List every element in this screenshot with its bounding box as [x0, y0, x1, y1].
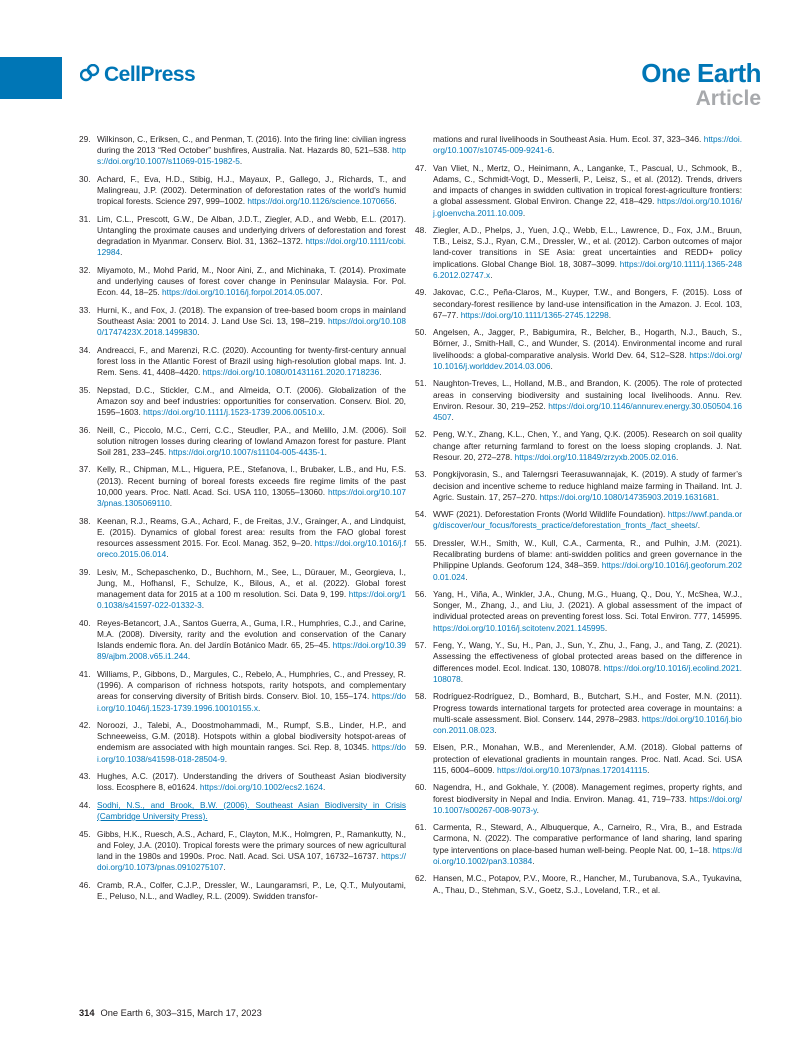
doi-link[interactable]: https://doi.org/10.11849/zrzyxb.2005.02.016 — [514, 451, 676, 462]
reference-item — [79, 464, 406, 509]
doi-link[interactable]: https://doi.org/10.1007/s00267-008-9073-y — [433, 793, 742, 815]
journal-name: One Earth — [641, 58, 761, 88]
reference-number: 40. — [79, 617, 91, 628]
doi-link[interactable]: https://doi.org/10.1111/1365-2745.12298 — [460, 309, 609, 320]
reference-text: Wilkinson, C., Eriksen, C., and Penman, T. (2016). Into the firing line: civilian ingress during the 2013 “Red October” bushfires, Australia. Nat. Hazards 80, 521–538. — [97, 134, 406, 156]
reference-end-punct: . — [604, 622, 608, 633]
reference-item — [79, 265, 406, 299]
reference-item — [415, 538, 742, 583]
reference-end-punct: . — [197, 327, 200, 338]
reference-number: 50. — [415, 327, 427, 338]
reference-end-punct: . — [223, 862, 226, 873]
reference-text: Dressler, W.H., Smith, W., Kull, C.A., Carmenta, R., and Pulhin, J.M. (2021). Recalibrating burdens of blame: anti-swidden politics and green governance in the Philippine Uplands. Geoforum 124, 348–359. — [433, 537, 742, 571]
reference-number: 45. — [79, 828, 91, 839]
reference-text: Andreacci, F., and Marenzi, R.C. (2020). Accounting for twenty-first-century annual forest loss in the Atlantic Forest of Brazil using high-resolution global maps. Int. J. Rem. Sens. 41, 4408–4420. — [97, 344, 406, 378]
doi-link[interactable]: https://doi.org/10.1111/j.1523-1739.2006.00510.x — [143, 407, 323, 418]
reference-end-punct: . — [187, 651, 191, 662]
reference-text: Miyamoto, M., Mohd Parid, M., Noor Aini, Z., and Michinaka, T. (2014). Proximate and underlying causes of forest cover change in Peninsular Malaysia. For. Pol. Econ. 44, 18–25. — [97, 264, 406, 298]
reference-number: 62. — [415, 873, 427, 884]
reference-number: 56. — [415, 589, 427, 600]
reference-end-punct: . — [239, 156, 243, 167]
reference-text: Keenan, R.J., Reams, G.A., Achard, F., de Freitas, J.V., Grainger, A., and Lindquist, E. (2015). Dynamics of global forest area: results from the FAO global forest resources assessment 2015. For. Ecol. Manag. 352, 9–20. — [97, 515, 406, 548]
cellpress-icon — [80, 64, 100, 87]
doi-link[interactable]: https://doi.org/10.1080/1747423X.2018.1499830 — [97, 316, 406, 338]
doi-link[interactable]: https://doi.org/10.1007/s11104-005-4435-1 — [168, 446, 325, 457]
doi-link[interactable]: https://doi.org/10.1016/j.foreco.2015.06.014 — [97, 537, 406, 560]
doi-link[interactable]: https://doi.org/10.1038/s41597-022-01332-3 — [97, 589, 406, 611]
reference-end-punct: . — [647, 764, 650, 775]
doi-link[interactable]: https://doi.org/10.1111/j.1365-2486.2012.02747.x — [433, 258, 742, 280]
reference-number: 49. — [415, 287, 427, 298]
reference-number: 34. — [79, 344, 91, 355]
doi-link[interactable]: https://doi.org/10.1038/s41598-018-28504-9 — [97, 742, 406, 764]
article-type: Article — [695, 87, 761, 110]
reference-item — [415, 327, 742, 372]
reference-text: Cramb, R.A., Colfer, C.J.P., Dressler, W., Laungaramsri, P., Le, Q.T., Mulyoutami, E., Peluso, N.L., and Wadley, R.L. (2009). Swidden transfor- — [97, 879, 406, 901]
reference-item — [415, 691, 742, 736]
reference-text: Hughes, A.C. (2017). Understanding the drivers of Southeast Asian biodiversity loss. Ecosphere 8, e01624. — [97, 771, 406, 793]
reference-end-punct: . — [120, 247, 123, 258]
reference-text: Naughton-Treves, L., Holland, M.B., and Brandon, K. (2005). The role of protected areas in conserving biodiversity and sustaining local livelihoods. Annu. Rev. Environ. Resour. 30, 219–252. — [433, 378, 742, 411]
reference-text: Carmenta, R., Steward, A., Albuquerque, A., Carneiro, R., Vira, B., and Estrada Carmona, N. (2022). The comparative performance of land sharing, land sparing type interventions on place-based human well-being. People Nat. 00, 1–18. — [433, 822, 742, 855]
reference-end-punct: . — [320, 287, 323, 298]
reference-text: Lesiv, M., Schepaschenko, D., Buchhorn, M., See, L., Dürauer, M., Georgieva, I., Jung, M., Hofhansl, F., Schulze, K., Bilous, A., et al. (2022). Global forest management data for 2015 at a 100 m resolution. Sci. Data 9, 199. — [97, 566, 406, 600]
doi-link[interactable]: https://doi.org/10.1016/j.gloenvcha.2011.10.009 — [433, 196, 742, 218]
doi-link[interactable]: https://doi.org/10.1002/ecs2.1624 — [199, 782, 324, 793]
reference-number: 58. — [415, 691, 427, 702]
reference-number: 37. — [79, 464, 91, 475]
reference-end-punct: . — [494, 724, 497, 735]
reference-number: 60. — [415, 782, 427, 793]
publisher-logo[interactable] — [80, 63, 195, 87]
reference-item — [415, 163, 742, 219]
doi-link[interactable]: https://doi.org/10.1016/j.ecolind.2021.108078 — [433, 662, 742, 684]
reference-text: mations and rural livelihoods in Southeast Asia. Hum. Ecol. 37, 323–346. — [433, 134, 704, 144]
reference-end-punct: . — [490, 269, 493, 280]
reference-number: 31. — [79, 213, 91, 224]
doi-link[interactable]: https://doi.org/10.1046/j.1523-1739.1996.10010155.x — [97, 691, 406, 713]
reference-text: Lim, C.L., Prescott, G.W., De Alban, J.D.T., Ziegler, A.D., and Webb, E.L. (2017). Untangling the proximate causes and underlying drivers of deforestation and forest degradation in Myanmar. Conserv. Biol. 31, 1362–1372. — [97, 213, 406, 247]
reference-text: Elsen, P.R., Monahan, W.B., and Merenlender, A.M. (2018). Global patterns of protection of elevational gradients in mountain ranges. Proc. Natl. Acad. Sci. USA 115, 6004–6009. — [433, 742, 742, 775]
doi-link[interactable]: https://doi.org/10.1016/j.biocon.2011.08.023 — [433, 713, 742, 735]
reference-item — [415, 509, 742, 531]
reference-end-punct: . — [536, 804, 539, 815]
publisher-name: CellPress — [104, 63, 196, 86]
doi-link[interactable]: https://doi.org/10.1016/j.scitotenv.2021.145995 — [433, 622, 605, 633]
doi-link[interactable]: https://doi.org/10.1073/pnas.1305069110 — [97, 486, 406, 509]
reference-item — [415, 469, 742, 503]
reference-text: Jakovac, C.C., Peña-Claros, M., Kuyper, T.W., and Bongers, F. (2015). Loss of secondary-forest resilience by land-use intensification in the Amazon. J. Ecol. 103, 67–77. — [433, 287, 742, 320]
doi-link[interactable]: https://doi.org/10.1073/pnas.0910275107 — [97, 850, 406, 873]
reference-end-punct: . — [532, 855, 535, 866]
reference-number: 57. — [415, 640, 427, 651]
doi-link[interactable]: https://doi.org/10.1007/s11069-015-1982-5 — [97, 145, 406, 167]
reference-end-punct: . — [522, 207, 526, 218]
reference-number: 30. — [79, 173, 91, 184]
reference-end-punct: . — [465, 571, 468, 582]
doi-link[interactable]: https://doi.org/10.1073/pnas.1720141115 — [496, 764, 648, 775]
reference-end-punct: . — [201, 600, 205, 611]
reference-item — [79, 174, 406, 208]
reference-item — [79, 618, 406, 663]
reference-number: 38. — [79, 515, 91, 526]
reference-number: 43. — [79, 771, 91, 782]
journal-header — [641, 60, 761, 109]
reference-item — [79, 134, 406, 168]
reference-text: Nepstad, D.C., Stickler, C.M., and Almeida, O.T. (2006). Globalization of the Amazon soy and beef industries: opportunities for conservation. Conserv. Biol. 20, 1595–1603. — [97, 384, 406, 418]
reference-text: Nagendra, H., and Gokhale, Y. (2008). Management regimes, property rights, and forest biodiversity in Nepal and India. Environ. Manag. 41, 719–733. — [433, 782, 742, 804]
reference-item — [415, 134, 742, 156]
reference-number: 42. — [79, 720, 91, 730]
doi-link[interactable]: https://doi.org/10.1016/j.forpol.2014.05.007 — [162, 287, 321, 298]
references-left-column — [79, 134, 406, 908]
reference-text: Pongkijvorasin, S., and Talerngsri Teerasuwannajak, K. (2019). A study of farmer’s decision and incentive scheme to reduce highland maize farming in Thailand. Int. J. Agric. Sustain. 17, 257–270. — [433, 469, 742, 502]
reference-item — [415, 378, 742, 423]
doi-link[interactable]: https://doi.org/10.1016/j.worlddev.2014.03.006 — [433, 349, 742, 371]
reference-end-punct: . — [379, 367, 382, 378]
reference-number: 47. — [415, 162, 427, 173]
reference-item — [415, 822, 742, 867]
reference-text: WWF (2021). Deforestation Fronts (World Wildlife Foundation). — [433, 509, 668, 520]
reference-item — [415, 589, 742, 634]
reference-text: Kelly, R., Chipman, M.L., Higuera, P.E., Stefanova, I., Brubaker, L.B., and Hu, F.S. (2013). Recent burning of boreal forests exceeds fire regime limits of the past 10,000 years. Proc. Natl. Acad. Sci. USA 110, 13055–13060. — [97, 464, 406, 497]
reference-end-punct: . — [224, 753, 228, 764]
reference-number: 52. — [415, 429, 427, 440]
reference-number: 51. — [415, 378, 427, 389]
reference-end-punct: . — [394, 196, 397, 207]
reference-end-punct: . — [675, 451, 679, 462]
reference-end-punct: . — [324, 446, 327, 457]
reference-text: Peng, W.Y., Zhang, K.L., Chen, Y., and Yang, Q.K. (2005). Research on soil quality change after returning farmland to forest on the loess sloping croplands. J. Nat. Resour. 20, 272–278. — [433, 429, 742, 462]
reference-number: 33. — [79, 304, 91, 315]
reference-end-punct: . — [166, 549, 169, 560]
reference-text: Feng, Y., Wang, Y., Su, H., Pan, J., Sun, Y., Zhu, J., Fang, J., and Tang, Z. (2021). Assessing the effectiveness of global protected areas based on the difference in differences model. Ecol. Indicat. 130, 108078. — [433, 640, 742, 673]
page-number: 314 — [79, 1008, 95, 1018]
reference-number: 29. — [79, 134, 91, 144]
doi-link[interactable]: https://doi.org/10.1111/cobi.12984 — [97, 236, 406, 258]
footer-citation: One Earth 6, 303–315, March 17, 2023 — [100, 1008, 262, 1018]
reference-item — [79, 567, 406, 612]
reference-text: Williams, P., Gibbons, D., Margules, C., Rebelo, A., Humphries, C., and Pressey, R. (1996). A comparison of richness hotspots, rarity hotspots, and complementary areas for conserving diversity of British birds. Conserv. Biol. 10, 155–174. — [97, 668, 406, 702]
doi-link[interactable]: https://wwf.panda.org/discover/our_focus/forests_practice/deforestation_fronts_/fact_sheets/ — [433, 509, 742, 531]
reference-item — [79, 425, 406, 459]
reference-text: Reyes-Betancort, J.A., Santos Guerra, A., Guma, I.R., Humphries, C.J., and Carine, M.A. (2008). Diversity, rarity and the evolution and conservation of the Canary Islands endemic flora. An. del Jardín Botánico Madr. 65, 25–45. — [97, 617, 406, 651]
reference-text: Gibbs, H.K., Ruesch, A.S., Achard, F., Clayton, M.K., Holmgren, P., Ramankutty, N., and Foley, J.A. (2010). Tropical forests were the primary sources of new agricultural land in the 1980s and 1990s. Proc. Natl. Acad. Sci. USA 107, 16732–16737. — [97, 828, 406, 861]
reference-item — [415, 782, 742, 816]
reference-end-punct: . — [697, 520, 701, 531]
section-tab-marker — [0, 57, 62, 99]
doi-link[interactable]: https://doi.org/10.1146/annurev.energy.30.050504.164507 — [433, 400, 742, 422]
reference-text: Angelsen, A., Jagger, P., Babigumira, R., Belcher, B., Hogarth, N.J., Bauch, S., Börner, J., Smith-Hall, C., and Wunder, S. (2014). Environmental income and rural livelihoods: a global-comparative analysis. World Dev. 64, S12–S28. — [433, 327, 742, 360]
reference-text: Noroozi, J., Talebi, A., Doostmohammadi, M., Rumpf, S.B., Linder, H.P., and Schneeweiss, G.M. (2018). Hotspots within a global biodiversity hotspot-areas of endemism are associated with high mountain ranges. Sci. Rep. 8, 10345. — [97, 720, 406, 753]
reference-number: 35. — [79, 384, 91, 395]
reference-text[interactable]: Sodhi, N.S., and Brook, B.W. (2006). Southeast Asian Biodiversity in Crisis (Cambridge University Press). — [97, 799, 406, 822]
doi-link[interactable]: https://doi.org/10.1002/pan3.10384 — [433, 844, 742, 866]
reference-end-punct: . — [608, 309, 612, 320]
reference-number: 61. — [415, 822, 427, 833]
reference-number: 44. — [79, 799, 91, 810]
reference-item — [79, 385, 406, 419]
reference-text: Ziegler, A.D., Phelps, J., Yuen, J.Q., Webb, E.L., Lawrence, D., Fox, J.M., Bruun, T.B., Leisz, S.J., Ryan, C.M., Dressler, W., et al. (2012). Carbon outcomes of major land-cover transitions in SE Asia: great uncertainties and REDD+ policy implications. Global Change Biol. 18, 3087–3099. — [433, 225, 742, 269]
reference-number: 59. — [415, 742, 427, 753]
reference-item[interactable] — [79, 800, 406, 822]
reference-item — [415, 287, 742, 321]
reference-item — [79, 345, 406, 379]
doi-link[interactable]: https://doi.org/10.3989/ajbm.2008.v65.i1.244 — [97, 640, 406, 662]
reference-number: 54. — [415, 509, 427, 520]
reference-end-punct: . — [716, 491, 720, 502]
reference-text: Hurni, K., and Fox, J. (2018). The expansion of tree-based boom crops in mainland Southeast Asia: 2001 to 2014. J. Land Use Sci. 13, 198–219. — [97, 304, 406, 327]
reference-item — [79, 720, 406, 765]
doi-link[interactable]: https://doi.org/10.1016/j.geoforum.2020.01.024 — [433, 560, 742, 582]
reference-end-punct: . — [460, 673, 463, 684]
reference-item — [415, 640, 742, 685]
doi-link[interactable]: https://doi.org/10.1126/science.1070656 — [247, 196, 395, 207]
reference-text: Van Vliet, N., Mertz, O., Heinimann, A., Langanke, T., Pascual, U., Schmook, B., Adams, C., Schmidt-Vogt, D., Messerli, P., Leisz, S., et al. (2012). Trends, drivers and impacts of changes in swidden cultivation in tropical forest-agriculture frontiers: a global assessment. Global Environ. Change 22, 418–429. — [433, 162, 742, 207]
reference-item — [415, 742, 742, 776]
reference-number: 39. — [79, 566, 91, 577]
reference-number: 48. — [415, 225, 427, 236]
reference-number: 46. — [79, 879, 91, 890]
reference-end-punct: . — [451, 411, 454, 422]
reference-item — [415, 873, 742, 895]
reference-text: Rodríguez-Rodríguez, D., Bomhard, B., Butchart, S.H., and Foster, M.N. (2011). Progress towards international targets for protected area coverage in mountains: a multi-scale assessment. Biol. Conserv. 144, 2978–2983. — [433, 691, 742, 724]
reference-number: 36. — [79, 424, 91, 435]
reference-end-punct: . — [322, 407, 325, 418]
reference-item — [79, 829, 406, 874]
reference-item — [79, 771, 406, 793]
reference-end-punct: . — [323, 782, 326, 793]
reference-item — [79, 214, 406, 259]
reference-item — [415, 225, 742, 281]
reference-end-punct: . — [169, 498, 173, 509]
reference-end-punct: . — [258, 702, 261, 713]
reference-end-punct: . — [550, 360, 553, 371]
doi-link[interactable]: https://doi.org/10.1007/s10745-009-9241-6 — [433, 134, 742, 156]
reference-item — [79, 516, 406, 561]
reference-number: 53. — [415, 469, 427, 480]
reference-end-punct: . — [552, 145, 555, 156]
reference-number: 32. — [79, 264, 91, 275]
reference-text: Hansen, M.C., Potapov, P.V., Moore, R., Hancher, M., Turubanova, S.A., Tyukavina, A., Thau, D., Stehman, S.V., Goetz, S.J., Loveland, T.R., et al. — [433, 873, 742, 895]
reference-number: 55. — [415, 537, 427, 548]
reference-text: Achard, F., Eva, H.D., Stibig, H.J., Mayaux, P., Gallego, J., Richards, T., and Malingreau, J.P. (2002). Determination of deforestation rates of the world’s humid tropical forests. Science 297, 999–1002. — [97, 173, 406, 207]
reference-item — [79, 305, 406, 339]
reference-item — [415, 429, 742, 463]
reference-item — [79, 669, 406, 714]
reference-item — [79, 880, 406, 902]
doi-link[interactable]: https://doi.org/10.1080/01431161.2020.1718236 — [202, 367, 380, 378]
doi-link[interactable]: https://doi.org/10.1080/14735903.2019.1631681 — [539, 491, 717, 502]
page-footer — [79, 1008, 262, 1018]
reference-number: 41. — [79, 668, 91, 679]
reference-text: Neill, C., Piccolo, M.C., Cerri, C.C., Steudler, P.A., and Melillo, J.M. (2006). Soil solution nitrogen losses during clearing of lowland Amazon forest for pasture. Plant Soil 281, 233–245. — [97, 424, 406, 457]
reference-text: Yang, H., Viña, A., Winkler, J.A., Chung, M.G., Huang, Q., Dou, Y., McShea, W.J., Songer, M., Zhang, J., and Liu, J. (2021). A global assessment of the impact of individual protected areas on preventing forest loss. Sci. Total Environ. 777, 145995. — [433, 589, 742, 622]
references-right-column — [415, 134, 742, 902]
